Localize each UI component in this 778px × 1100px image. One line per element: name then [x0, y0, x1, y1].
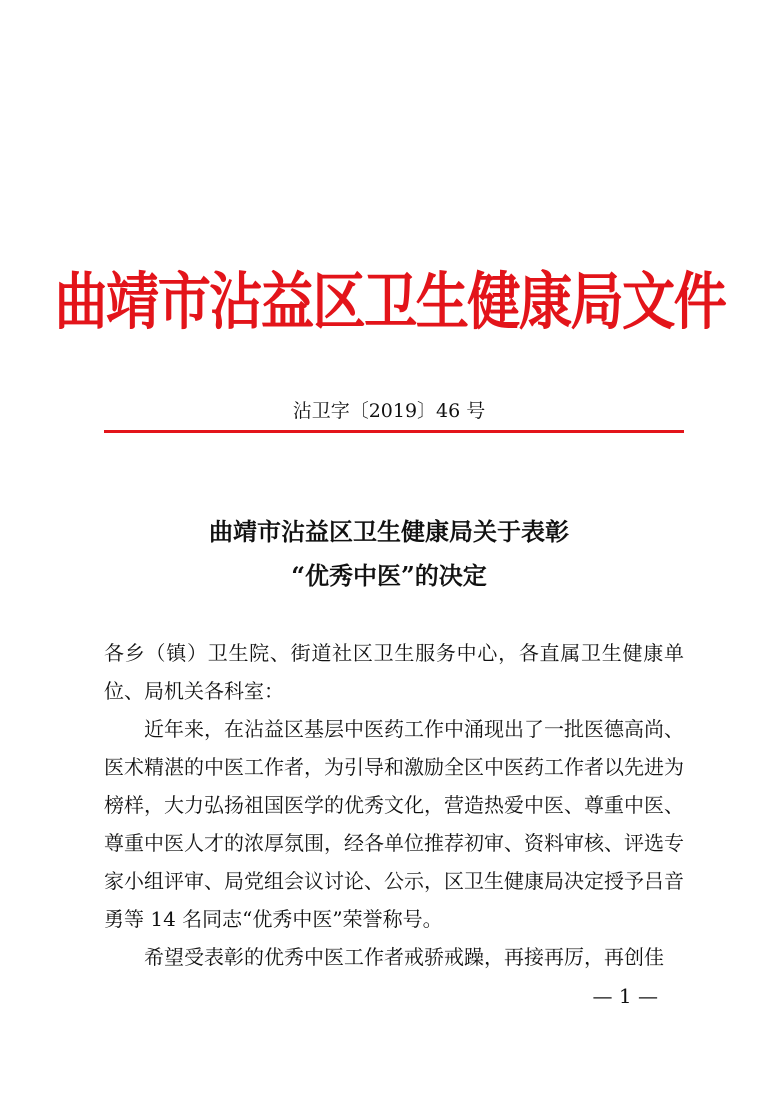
document-title [0, 510, 778, 598]
title-line-2: “优秀中医”的决定 [291, 561, 487, 590]
red-separator-line [104, 430, 684, 433]
page-number: — 1 — [592, 984, 658, 1008]
document-number: 沾卫字〔2019〕46 号 [292, 400, 486, 422]
document-masthead: 曲靖市沾益区卫生健康局文件 [54, 265, 726, 338]
document-body [104, 634, 684, 976]
body-paragraph-2: 希望受表彰的优秀中医工作者戒骄戒躁，再接再厉，再创佳 [144, 945, 664, 969]
body-paragraph-1: 近年来，在沾益区基层中医药工作中涌现出了一批医德高尚、医术精湛的中医工作者，为引导和激励全区中医药工作者以先进为榜样，大力弘扬祖国医学的优秀文化，营造热爱中医、尊重中医、尊重中医人才的浓厚氛围，经各单位推荐初审、资料审核、评选专家小组评审、局党组会议讨论、公示，区卫生健康局决定授予吕音勇等 14 名同志“优秀中医”荣誉称号。 [104, 717, 684, 931]
salutation: 各乡（镇）卫生院、街道社区卫生服务中心，各直属卫生健康单位、局机关各科室： [104, 641, 684, 703]
title-line-1: 曲靖市沾益区卫生健康局关于表彰 [209, 517, 569, 546]
